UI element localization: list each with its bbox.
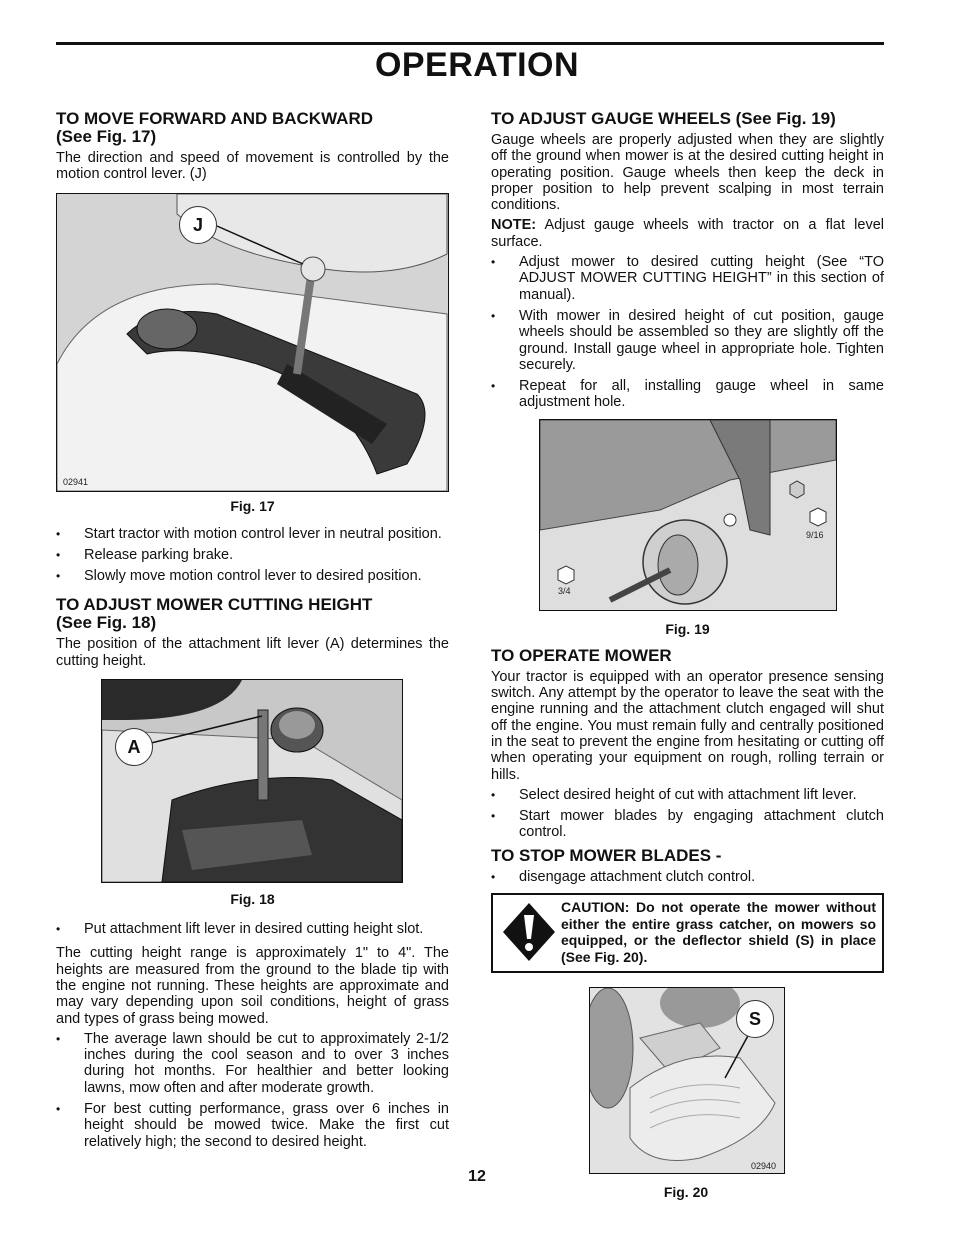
figure-17-caption: Fig. 17 [230,497,275,514]
list-item: • Select desired height of cut with attachment lift lever. [491,787,884,803]
list-item: • Release parking brake. [56,547,449,563]
figure-18-caption: Fig. 18 [230,891,275,908]
figure-code: 02941 [63,476,89,487]
bullet-list [56,526,449,585]
list-item: • disengage attachment clutch control. [491,869,884,885]
size-label: 3/4 [558,585,571,596]
size-label: 9/16 [806,529,824,540]
note-text: Adjust gauge wheels with tractor on a flat level surface. [491,217,884,250]
bullet-list [56,1031,449,1150]
bullet-list [491,869,884,885]
section-heading-cutting-height [56,596,449,632]
paragraph: The position of the attachment lift lever (A) determines the cutting height. [56,636,449,669]
list-item: • Repeat for all, installing gauge wheel in same adjustment hole. [491,378,884,411]
list-item: • The average lawn should be cut to approximately 2-1/2 inches during the cool season and to over 3 inches during hot months. For healthier and better looking lawns, mow often and after moderate growth. [56,1031,449,1096]
list-item: • Put attachment lift lever in desired cutting height slot. [56,921,449,937]
list-item: • Adjust mower to desired cutting height (See “TO ADJUST MOWER CUTTING HEIGHT” in this section of manual). [491,254,884,303]
section-heading-gauge-wheels: TO ADJUST GAUGE WHEELS (See Fig. 19) [491,109,836,128]
bullet-list [56,921,449,937]
page-title: OPERATION [374,46,580,84]
left-column [56,110,449,1155]
header-rule [56,42,884,45]
figure-19-image [539,419,837,611]
heading-line: TO ADJUST MOWER CUTTING HEIGHT [56,595,373,615]
heading-line: TO MOVE FORWARD AND BACKWARD [56,109,374,128]
paragraph: The cutting height range is approximately 1" to 4". The heights are measured from the ground to the blade tip with the engine not running. These heights are approximate and may vary depending upon soil conditions, height of grass and types of grass being mowed. [56,945,449,1027]
figure-19-caption: Fig. 19 [665,620,710,637]
figure-20-image [589,987,785,1174]
note-label: NOTE: [491,217,537,234]
fig19-illustration [540,420,836,610]
right-column [491,110,884,1200]
list-item: • Slowly move motion control lever to desired position. [56,568,449,584]
figure-18-image [101,679,403,883]
fig17-illustration [57,194,449,491]
figure-code: 02940 [750,1161,776,1172]
caution-box [491,893,884,973]
section-heading-stop-blades: TO STOP MOWER BLADES - [491,845,722,865]
fig18-illustration [102,680,402,882]
note-paragraph [491,217,884,250]
section-heading-move [56,110,449,146]
section-heading-operate-mower: TO OPERATE MOWER [491,645,672,665]
figure-17-image [56,193,449,492]
callout-a: A [115,728,153,766]
paragraph: Gauge wheels are properly adjusted when they are slightly off the ground when mower is at the desired cutting height in operating position. Gauge wheels then keep the deck in proper position to help prevent scalping in most terrain conditions. [491,132,884,214]
heading-line: (See Fig. 17) [56,127,157,146]
heading-line: (See Fig. 18) [56,613,157,633]
caution-text: CAUTION: Do not operate the mower without either the entire grass catcher, on mowers so equipped, or the deflector shield (S) in place (See Fig. 20). [561,899,876,965]
page-number: 12 [468,1168,486,1185]
list-item: • For best cutting performance, grass over 6 inches in height should be mowed twice. Make the first cut relatively high; the second to desired height. [56,1101,449,1150]
callout-s: S [736,1000,774,1038]
paragraph: Your tractor is equipped with an operator presence sensing switch. Any attempt by the operator to leave the seat with the engine running and the attachment clutch engaged will shut off the engine. You must remain fully and centrally positioned in the seat to prevent the engine from hesitating or cutting off when operating your equipment on rough, rolling terrain or hills. [491,668,884,783]
bullet-list [491,254,884,411]
figure-20-caption: Fig. 20 [663,1184,709,1201]
bullet-list [491,787,884,841]
list-item: • Start tractor with motion control lever in neutral position. [56,526,449,542]
paragraph: The direction and speed of movement is controlled by the motion control lever. (J) [56,150,449,183]
list-item: • With mower in desired height of cut position, gauge wheels should be assembled so they are slightly off the ground. Install gauge wheel in appropriate hole. Tighten securely. [491,308,884,373]
callout-j: J [179,206,217,244]
warning-icon [499,899,561,967]
list-item: • Start mower blades by engaging attachment clutch control. [491,808,884,841]
